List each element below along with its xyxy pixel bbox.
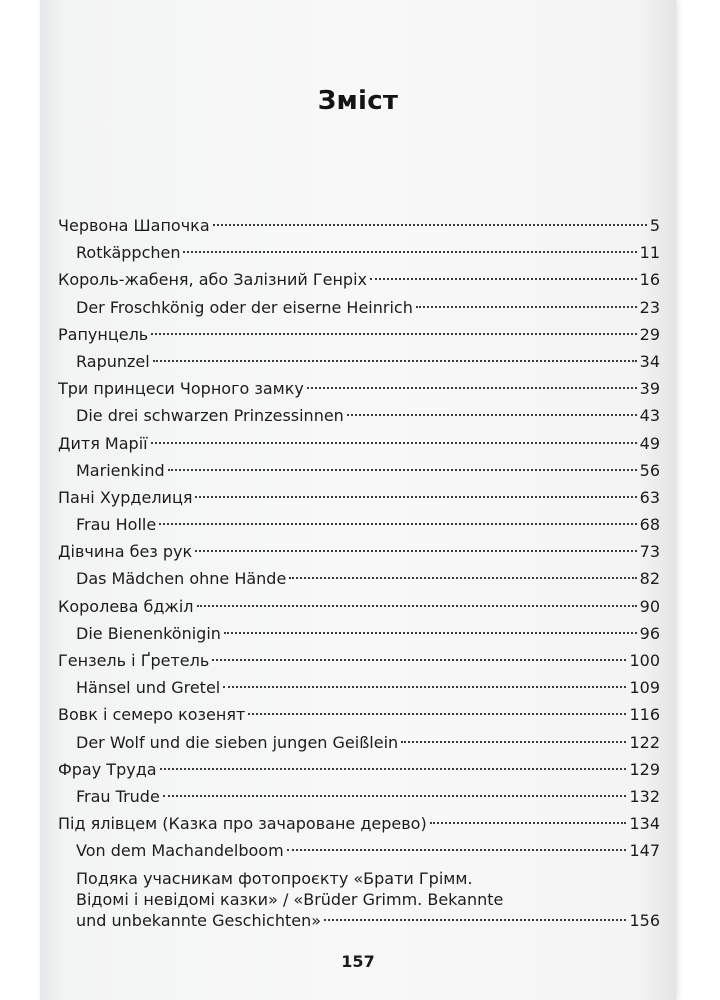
- toc-entry-title: Von dem Machandelboom: [76, 841, 284, 861]
- toc-entry-page: 147: [629, 841, 660, 861]
- dot-leader: [151, 442, 637, 444]
- toc-entry-title: Das Mädchen ohne Hände: [76, 569, 287, 589]
- toc-entry-page: 43: [639, 406, 660, 426]
- toc-entry-page: 134: [629, 814, 660, 834]
- toc-entry-page: 39: [639, 379, 660, 399]
- dot-leader: [197, 605, 637, 607]
- toc-entry-title: Дитя Марії: [58, 433, 148, 453]
- dot-leader: [430, 822, 627, 824]
- toc-entry-translation: [58, 457, 660, 484]
- toc-entry-title: Пані Хурделиця: [58, 487, 193, 507]
- dot-leader: [324, 919, 626, 921]
- book-page: [40, 0, 676, 1000]
- dot-leader: [248, 713, 626, 715]
- table-of-contents: [58, 212, 660, 931]
- acknowledgement-line: und unbekannte Geschichten»: [76, 910, 322, 930]
- dot-leader: [287, 849, 627, 851]
- toc-entry-translation: [58, 511, 660, 538]
- toc-entry-page: 23: [639, 297, 660, 317]
- toc-entry-translation: [58, 729, 660, 756]
- toc-entry-page: 122: [629, 732, 660, 752]
- toc-entry-translation: [58, 674, 660, 701]
- dot-leader: [347, 414, 637, 416]
- toc-entry-page: 49: [639, 433, 660, 453]
- toc-entry-title: Фрау Труда: [58, 759, 157, 779]
- toc-entry: [58, 593, 660, 620]
- toc-entry: [58, 647, 660, 674]
- dot-leader: [223, 686, 626, 688]
- toc-entry-title: Der Froschkönig oder der eiserne Heinrich: [76, 297, 413, 317]
- dot-leader: [416, 306, 637, 308]
- dot-leader: [153, 360, 637, 362]
- toc-entry-title: Під ялівцем (Казка про зачароване дерево): [58, 814, 427, 834]
- dot-leader: [370, 278, 637, 280]
- toc-entry-page: 5: [649, 216, 660, 235]
- toc-entry-title: Король-жабеня, або Залізний Генріх: [58, 270, 367, 290]
- toc-entry-title: Marienkind: [76, 460, 165, 480]
- dot-leader: [307, 387, 637, 389]
- toc-entry: [58, 321, 660, 348]
- toc-entry-translation: [58, 565, 660, 592]
- toc-entry-title: Frau Holle: [76, 515, 157, 535]
- toc-entry-page: 73: [639, 542, 660, 562]
- toc-entry-page: 34: [639, 351, 660, 371]
- toc-entry-translation: [58, 239, 660, 266]
- toc-entry-title: Rapunzel: [76, 351, 150, 371]
- toc-entry-page: 129: [629, 759, 660, 779]
- toc-entry: [58, 430, 660, 457]
- dot-leader: [212, 659, 626, 661]
- page-title: Зміст: [317, 86, 399, 116]
- toc-entry-page: 109: [629, 678, 660, 698]
- toc-entry-page: 82: [639, 569, 660, 589]
- toc-entry-title: Червона Шапочка: [58, 216, 210, 235]
- toc-entry-translation: [58, 837, 660, 864]
- toc-entry-title: Frau Trude: [76, 786, 160, 806]
- dot-leader: [195, 550, 636, 552]
- toc-entry-page: 29: [639, 324, 660, 344]
- dot-leader: [195, 496, 636, 498]
- acknowledgement-entry: [58, 868, 660, 931]
- acknowledgement-last-line: [76, 910, 660, 931]
- toc-entry-page: 96: [639, 623, 660, 643]
- toc-entry: [58, 212, 660, 239]
- toc-entry-page: 56: [639, 460, 660, 480]
- dot-leader: [401, 741, 626, 743]
- toc-entry-title: Die drei schwarzen Prinzessinnen: [76, 406, 344, 426]
- toc-entry-title: Королева бджіл: [58, 596, 194, 616]
- toc-entry-title: Hänsel und Gretel: [76, 678, 221, 698]
- toc-entry: [58, 756, 660, 783]
- toc-entry-title: Дівчина без рук: [58, 542, 193, 562]
- dot-leader: [213, 224, 647, 226]
- dot-leader: [163, 795, 627, 797]
- toc-entry-translation: [58, 294, 660, 321]
- toc-entry-page: 68: [639, 515, 660, 535]
- toc-entry-page: 132: [629, 786, 660, 806]
- dot-leader: [183, 251, 636, 253]
- toc-entry-page: 100: [629, 651, 660, 670]
- toc-entry-translation: [58, 348, 660, 375]
- dot-leader: [160, 768, 627, 770]
- toc-entry-page: 63: [639, 487, 660, 507]
- toc-entry-title: Гензель і Ґретель: [58, 651, 210, 670]
- dot-leader: [168, 469, 637, 471]
- toc-entry-translation: [58, 402, 660, 429]
- toc-entry-page: 90: [639, 596, 660, 616]
- toc-entry: [58, 375, 660, 402]
- toc-entry: [58, 538, 660, 565]
- toc-entry-title: Вовк і семеро козенят: [58, 705, 246, 725]
- toc-entry-title: Der Wolf und die sieben jungen Geißlein: [76, 732, 399, 752]
- toc-entry-title: Три принцеси Чорного замку: [58, 379, 304, 399]
- toc-entry-translation: [58, 620, 660, 647]
- dot-leader: [159, 523, 636, 525]
- toc-entry-translation: [58, 783, 660, 810]
- toc-entry: [58, 810, 660, 837]
- toc-entry-page: 116: [629, 705, 660, 725]
- toc-entry: [58, 266, 660, 293]
- acknowledgement-line: Подяка учасникам фотопроєкту «Брати Грімм.: [76, 868, 473, 888]
- toc-entry-page: 11: [639, 243, 660, 263]
- dot-leader: [151, 333, 636, 335]
- acknowledgement-line: Відомі і невідомі казки» / «Brüder Grimm. Bekannte: [76, 889, 504, 909]
- toc-entry-title: Rotkäppchen: [76, 243, 181, 263]
- toc-entry: [58, 484, 660, 511]
- toc-entry-title: Рапунцель: [58, 324, 149, 344]
- toc-entry-page: 16: [639, 270, 660, 290]
- page-number: 157: [341, 952, 375, 971]
- toc-entry-page: 156: [629, 910, 660, 930]
- toc-entry-title: Die Bienenkönigin: [76, 623, 221, 643]
- toc-entry: [58, 701, 660, 728]
- dot-leader: [224, 632, 637, 634]
- dot-leader: [289, 577, 636, 579]
